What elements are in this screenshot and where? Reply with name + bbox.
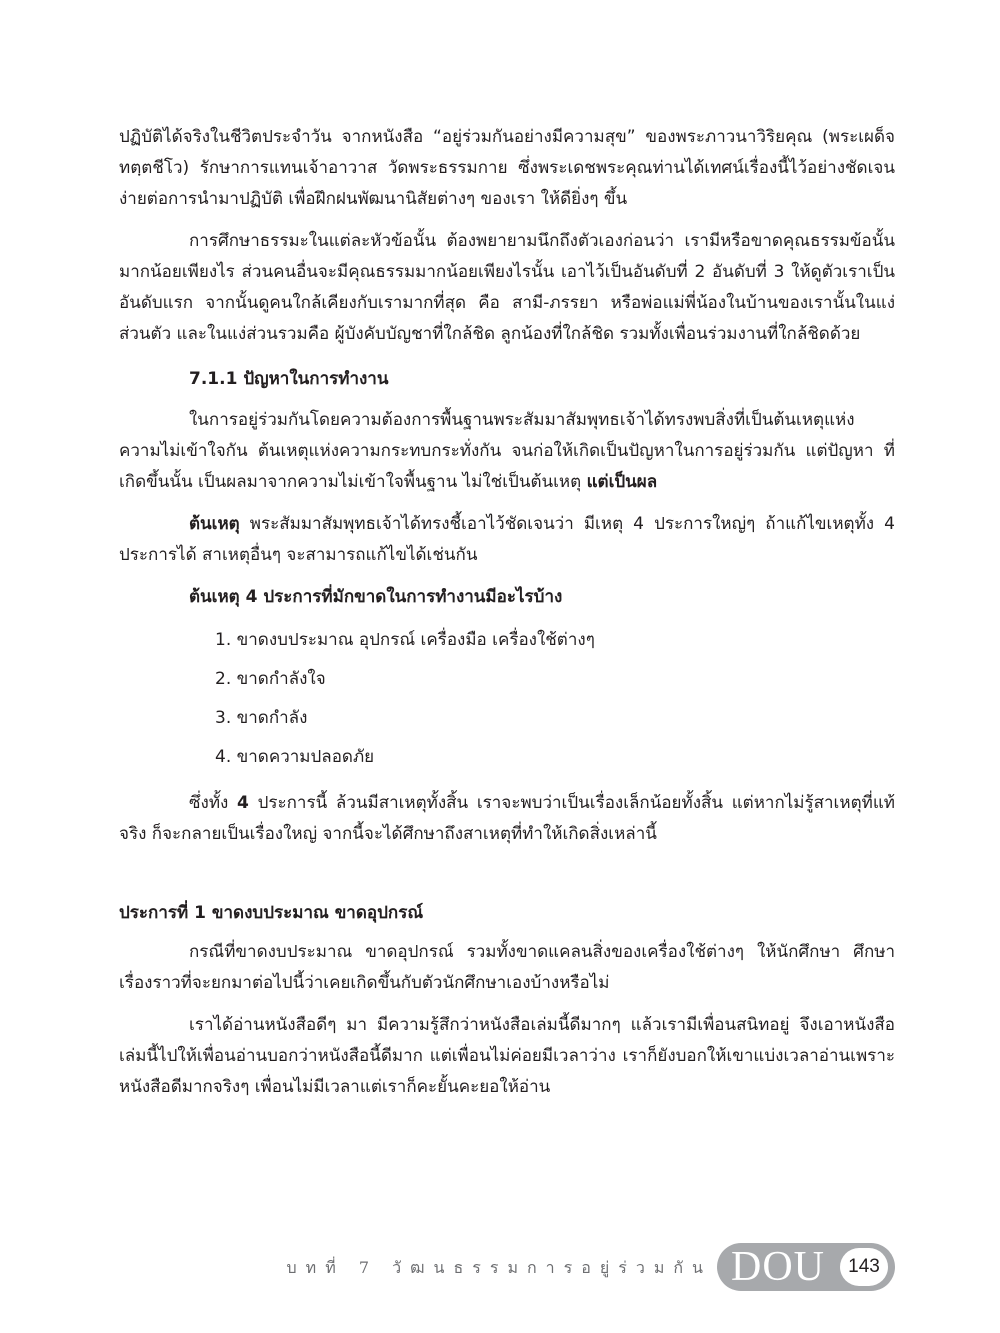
paragraph-text: ซึ่งทั้ง	[189, 793, 229, 813]
paragraph-work-problems	[119, 405, 895, 498]
paragraph-text: พระสัมมาสัมพุทธเจ้าได้ทรงชี้เอาไว้ชัดเจนว่า มีเหตุ 4 ประการใหญ่ๆ ถ้าแก้ไขเหตุทั้ง 4 ประการได้ สาเหตุอื่นๆ จะสามารถแก้ไขได้เช่นกัน	[119, 514, 895, 565]
subsection-heading: 7.1.1 ปัญหาในการทำงาน	[189, 369, 389, 389]
emphasis-number: 4	[237, 793, 249, 813]
emphasis-label: ต้นเหตุ	[189, 514, 240, 534]
paragraph-summary	[119, 788, 895, 850]
causes-list	[119, 621, 895, 777]
list-item: 2. ขาดกำลังใจ	[215, 669, 326, 689]
paragraph-text: ประการนี้ ล้วนมีสาเหตุทั้งสิ้น เราจะพบว่าเป็นเรื่องเล็กน้อยทั้งสิ้น แต่หากไม่รู้สาเหตุที่แท้จริง ก็จะกลายเป็นเรื่องใหญ่ จากนี้จะได้ศึกษาถึงสาเหตุที่ทำให้เกิดสิ่งเหล่านี้	[119, 793, 895, 844]
list-item: 4. ขาดความปลอดภัย	[215, 747, 375, 767]
paragraph-study-dhamma: การศึกษาธรรมะในแต่ละหัวข้อนั้น ต้องพยายามนึกถึงตัวเองก่อนว่า เรามีหรือขาดคุณธรรมข้อนั้นมากน้อยเพียงไร ส่วนคนอื่นจะมีคุณธรรมมากน้อยเพียงไรนั้น เอาไว้เป็นอันดับที่ 2 อันดับที่ 3 ให้ดูตัวเราเป็นอันดับแรก จากนั้นดูคนใกล้เคียงกับเรามากที่สุด คือ สามี-ภรรยา หรือพ่อแม่พี่น้องในบ้านของเรานั้นในแง่ส่วนตัว และในแง่ส่วนรวมคือ ผู้บังคับบัญชาที่ใกล้ชิด ลูกน้องที่ใกล้ชิด รวมทั้งเพื่อนร่วมงานที่ใกล้ชิดด้วย	[119, 231, 895, 344]
emphasis-text: แต่เป็นผล	[586, 472, 658, 492]
paragraph-budget-case: กรณีที่ขาดงบประมาณ ขาดอุปกรณ์ รวมทั้งขาดแคลนสิ่งของเครื่องใช้ต่างๆ ให้นักศึกษา ศึกษาเรื่องราวที่จะยกมาต่อไปนี้ว่าเคยเกิดขึ้นกับตัวนักศึกษาเองบ้างหรือไม่	[119, 942, 895, 993]
paragraph-intro: ปฏิบัติได้จริงในชีวิตประจำวัน จากหนังสือ “อยู่ร่วมกันอย่างมีความสุข” ของพระภาวนาวิริยคุณ (พระเผด็จ ทตฺตชีโว) รักษาการแทนเจ้าอาวาส วัดพระธรรมกาย ซึ่งพระเดชพระคุณท่านได้เทศน์เรื่องนี้ไว้อย่างชัดเจน ง่ายต่อการนำมาปฏิบัติ เพื่อฝึกฝนพัฒนานิสัยต่างๆ ของเรา ให้ดียิ่งๆ ขึ้น	[119, 127, 895, 209]
dou-badge	[717, 1243, 895, 1291]
paragraph-text: ในการอยู่ร่วมกันโดยความต้องการพื้นฐานพระสัมมาสัมพุทธเจ้าได้ทรงพบสิ่งที่เป็นต้นเหตุแห่งความไม่เข้าใจกัน ต้นเหตุแห่งความกระทบกระทั่งกัน จนก่อให้เกิดเป็นปัญหาในการอยู่ร่วมกัน แต่ปัญหา ที่เกิดขึ้นนั้น เป็นผลมาจากความไม่เข้าใจพื้นฐาน ไม่ใช่เป็นต้นเหตุ	[119, 410, 895, 492]
causes-heading: ต้นเหตุ 4 ประการที่มักขาดในการทำงานมีอะไรบ้าง	[189, 587, 563, 607]
section-heading: ประการที่ 1 ขาดงบประมาณ ขาดอุปกรณ์	[119, 903, 424, 923]
paragraph-book-story: เราได้อ่านหนังสือดีๆ มา มีความรู้สึกว่าหนังสือเล่มนี้ดีมากๆ แล้วเรามีเพื่อนสนิทอยู่ จึงเอาหนังสือเล่มนี้ไปให้เพื่อนอ่านบอกว่าหนังสือนี้ดีมาก แต่เพื่อนไม่ค่อยมีเวลาว่าง เราก็ยังบอกให้เขาแบ่งเวลาอ่านเพราะหนังสือดีมากจริงๆ เพื่อนไม่มีเวลาแต่เราก็คะยั้นคะยอให้อ่าน	[119, 1015, 895, 1097]
paragraph-root-cause	[119, 509, 895, 571]
page-number: 143	[840, 1248, 888, 1286]
list-item: 3. ขาดกำลัง	[215, 708, 308, 728]
dou-logo: DOU	[731, 1244, 825, 1290]
chapter-title: บทที่ 7 วัฒนธรรมการอยู่ร่วมกัน	[286, 1258, 712, 1277]
page-body	[119, 122, 895, 1103]
list-item: 1. ขาดงบประมาณ อุปกรณ์ เครื่องมือ เครื่องใช้ต่างๆ	[215, 630, 595, 650]
page-footer	[0, 1238, 1000, 1298]
